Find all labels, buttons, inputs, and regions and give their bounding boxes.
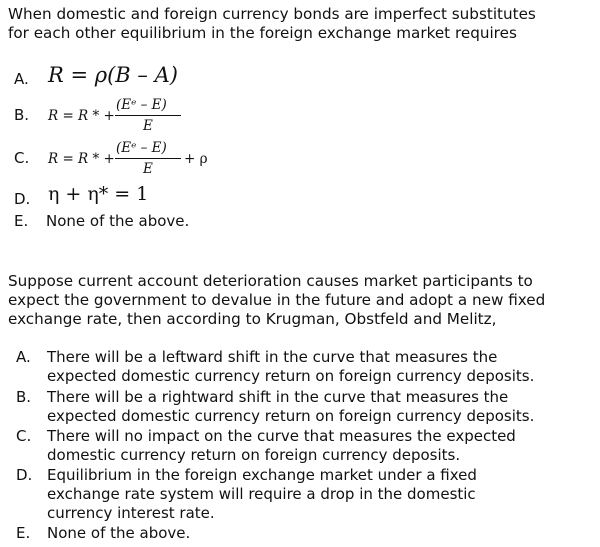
formula-b-denominator: E <box>143 118 153 134</box>
option-letter: E. <box>16 524 31 542</box>
formula-c-fraction-bar <box>115 158 181 159</box>
formula-d: η + η* = 1 <box>48 183 149 205</box>
option-letter: D. <box>14 190 31 208</box>
formula-b-numerator: (Eᵉ – E) <box>116 97 167 113</box>
option-letter: A. <box>14 70 29 88</box>
formula-c-numerator: (Eᵉ – E) <box>116 140 167 156</box>
formula-a: R = ρ(B – A) <box>48 63 178 87</box>
option-letter: C. <box>14 149 30 167</box>
formula-c-denominator: E <box>143 161 153 177</box>
option-text: None of the above. <box>47 524 191 542</box>
option-text: There will be a rightward shift in the curve that measures the expected domestic currency return on foreign currency deposits. <box>47 388 535 425</box>
option-letter: C. <box>16 427 32 445</box>
option-letter: D. <box>16 466 33 484</box>
formula-b-fraction-bar <box>115 115 181 116</box>
option-text: There will be a leftward shift in the curve that measures the expected domestic currency return on foreign currency deposits. <box>47 348 535 385</box>
option-letter: B. <box>14 106 30 124</box>
option-e-text: None of the above. <box>46 212 190 230</box>
option-letter: A. <box>16 348 31 366</box>
formula-c-suffix: + ρ <box>184 151 208 167</box>
question-2-stem: Suppose current account deterioration causes market participants to expect the government to devalue in the future and adopt a new fixed exchange rate, then according to Krugman, Obstfeld and Melitz, <box>8 272 546 328</box>
option-letter: B. <box>16 388 32 406</box>
formula-b-lhs: R = R * + <box>48 108 115 124</box>
option-letter: E. <box>14 212 29 230</box>
option-text: There will no impact on the curve that measures the expected domestic currency return on foreign currency deposits. <box>47 427 516 464</box>
question-1-stem: When domestic and foreign currency bonds are imperfect substitutes for each other equilibrium in the foreign exchange market requires <box>8 5 536 42</box>
option-text: Equilibrium in the foreign exchange market under a fixed exchange rate system will require a drop in the domestic currency interest rate. <box>47 466 477 522</box>
formula-c-lhs: R = R * + <box>48 151 115 167</box>
